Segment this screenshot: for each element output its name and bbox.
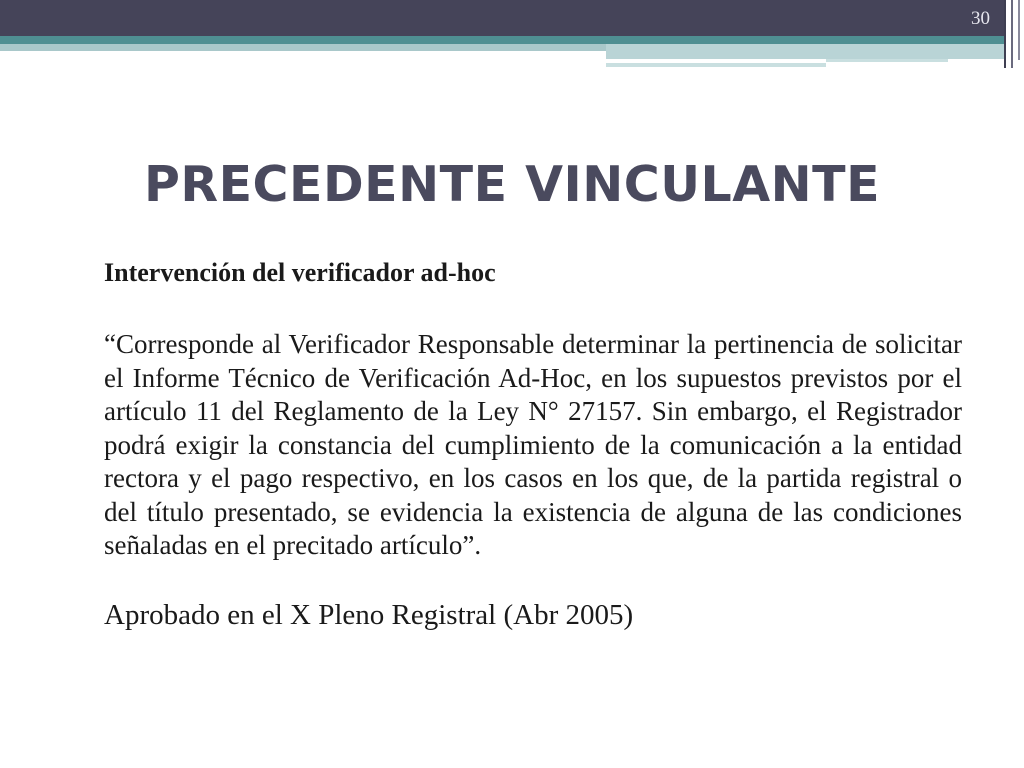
header-vertical-line: [1011, 0, 1013, 68]
header-band-teal: [0, 36, 1004, 44]
header-band-dark: [0, 0, 1004, 36]
header-band-step: [606, 44, 1004, 59]
header-vertical-line: [1004, 0, 1006, 68]
slide-title: PRECEDENTE VINCULANTE: [143, 156, 881, 213]
quote-paragraph: “Corresponde al Verificador Responsable determinar la pertinencia de solicitar el Informe Técnico de Verificación Ad-Hoc, en los supuestos previstos por el artículo 11 del Reglamento de la Ley N° 27157. Sin embargo, el Registrador podrá exigir la constancia del cumplimiento de la comunicación a la entidad rectora y el pago respectivo, en los casos en los que, de la partida registral o del título presentado, se evidencia la existencia de alguna de las condiciones señaladas en el precitado artículo”.: [104, 329, 962, 560]
header-band-line-secondary: [826, 59, 948, 62]
slide-content: [104, 258, 962, 632]
header-band-line: [606, 63, 826, 67]
header-vertical-line: [1018, 0, 1020, 60]
approval-note: Aprobado en el X Pleno Registral (Abr 2005): [104, 598, 634, 631]
slide-subtitle: Intervención del verificador ad-hoc: [104, 258, 496, 287]
header-band-light: [0, 44, 606, 51]
page-number: 30: [971, 8, 990, 29]
